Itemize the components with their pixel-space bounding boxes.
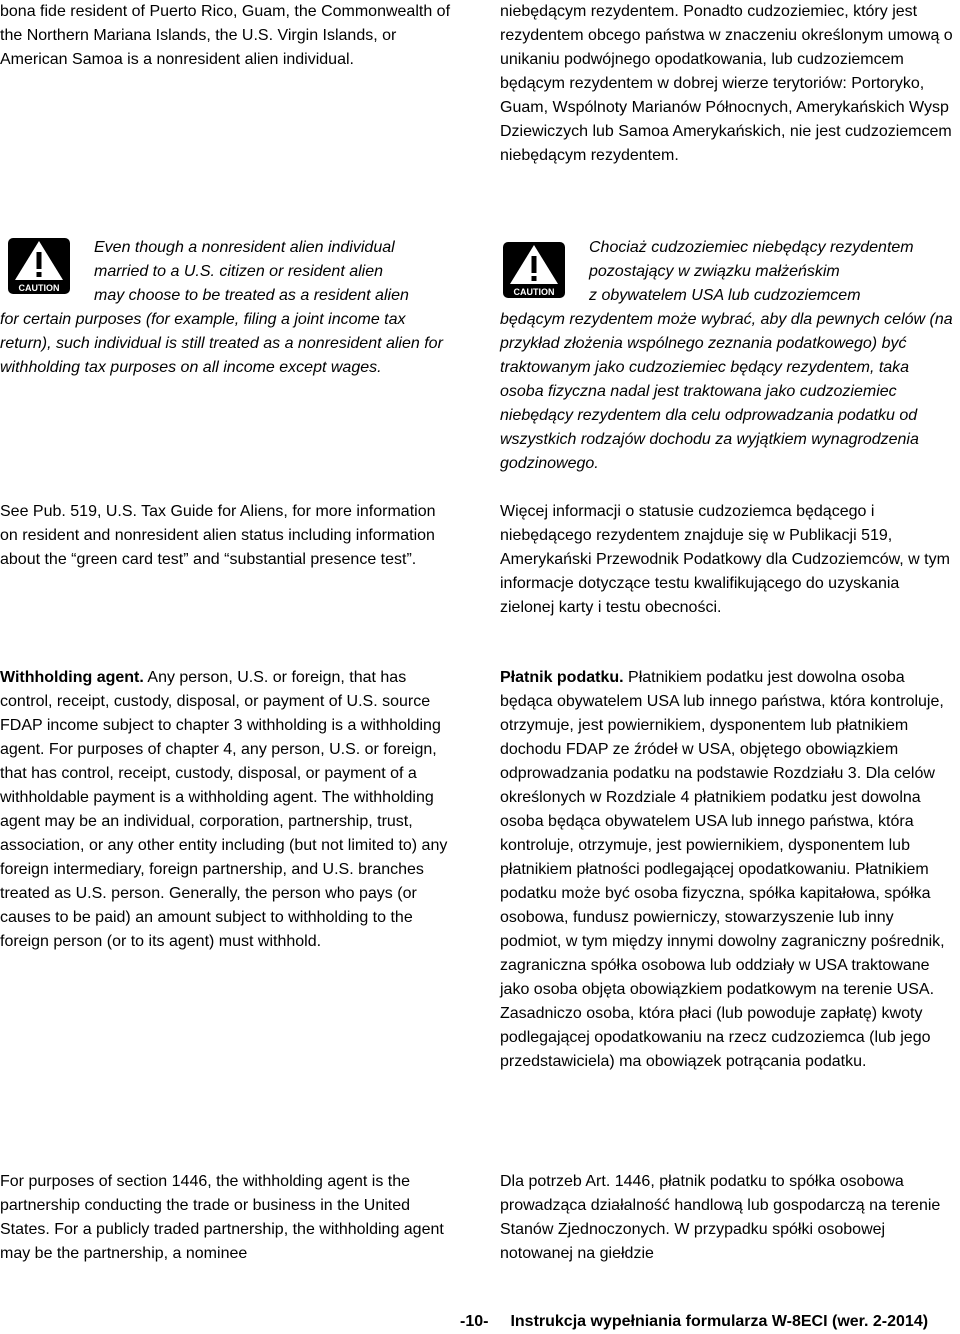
left-see-pub-paragraph: See Pub. 519, U.S. Tax Guide for Aliens, for more information on resident and nonresident alien status including information about the “green card test” and “substantial presence test”. xyxy=(0,503,436,568)
left-caution-line-3: may choose to be treated as a resident alien xyxy=(94,287,409,304)
left-caution-line-2: married to a U.S. citizen or resident alien xyxy=(94,263,384,280)
page-footer xyxy=(460,1313,928,1331)
left-withholding-term: Withholding agent. xyxy=(0,669,144,686)
right-section-1446-paragraph: Dla potrzeb Art. 1446, płatnik podatku to spółka osobowa prowadząca działalność handlową lub gospodarczą na terenie Stanów Zjednoczonych. W przypadku spółki osobowej notowanej na giełdzie xyxy=(500,1173,941,1262)
caution-icon-label: CAUTION xyxy=(18,283,60,293)
left-intro-paragraph: bona fide resident of Puerto Rico, Guam, the Commonwealth of the Northern Mariana Islands, the U.S. Virgin Islands, or American Samoa is a nonresident alien individual. xyxy=(0,3,451,68)
right-see-pub-paragraph: Więcej informacji o statusie cudzoziemca będącego i niebędącego rezydentem znajduje się w Publikacji 519, Amerykański Przewodnik Podatkowy dla Cudzoziemców, w tym informacje dotyczące testu kwalifikującego do uzyskania zielonej karty i testu obecności. xyxy=(500,503,950,616)
left-withholding-text: Any person, U.S. or foreign, that has control, receipt, custody, disposal, or payment of U.S. source FDAP income subject to chapter 3 withholding is a withholding agent. For purposes of chapter 4, any person, U.S. or foreign, that has control, receipt, custody, disposal, or payment of a withholdable payment is a withholding agent. The withholding agent may be an individual, corporation, partnership, trust, association, or any other entity including (but not limited to) any foreign intermediary, foreign partnership, and U.S. branches treated as U.S. person. Generally, the person who pays (or causes to be paid) an amount subject to withholding to the foreign person (or to its agent) must withhold. xyxy=(0,669,448,950)
caution-icon-label: CAUTION xyxy=(513,287,555,297)
right-caution-rest: będącym rezydentem może wybrać, aby dla pewnych celów (na przykład złożenia wspólnego zeznania podatkowego) być traktowanym jako cudzoziemiec będący rezydentem, taka osoba fizyczna nadal jest traktowana jako cudzoziemiec niebędący rezydentem dla celu odprowadzania podatku od wszystkich rodzajów dochodu za wyjątkiem wynagrodzenia godzinowego. xyxy=(500,311,953,472)
page-number: -10- xyxy=(460,1313,489,1330)
caution-icon xyxy=(503,242,565,298)
footer-title: Instrukcja wypełniania formularza W-8ECI (wer. 2-2014) xyxy=(510,1313,929,1330)
left-caution-rest: for certain purposes (for example, filing a joint income tax return), such individual is still treated as a nonresident alien for withholding tax purposes on all income except wages. xyxy=(0,311,443,376)
right-caution-line-3: z obywatelem USA lub cudzoziemcem xyxy=(589,287,861,304)
right-withholding-term: Płatnik podatku. xyxy=(500,669,624,686)
caution-icon xyxy=(8,238,70,294)
right-withholding-agent-paragraph xyxy=(500,666,956,1074)
left-section-1446-paragraph: For purposes of section 1446, the withholding agent is the partnership conducting the trade or business in the United States. For a publicly traded partnership, the withholding agent may be the partnership, a nominee xyxy=(0,1173,444,1262)
right-caution-line-1: Chociaż cudzoziemiec niebędący rezydentem xyxy=(589,239,914,256)
right-caution-line-2: pozostający w związku małżeńskim xyxy=(589,263,840,280)
left-withholding-agent-paragraph xyxy=(0,666,455,954)
left-caution-line-1: Even though a nonresident alien individual xyxy=(94,239,395,256)
right-withholding-text: Płatnikiem podatku jest dowolna osoba będąca obywatelem USA lub innego państwa, która kontroluje, otrzymuje, jest powiernikiem, dysponentem lub płatnikiem dochodu FDAP ze źródeł w USA, objętego obowiązkiem odprowadzania podatku na podstawie Rozdziału 3. Dla celów określonych w Rozdziale 4 płatnikiem podatku jest dowolna osoba będąca obywatelem USA lub innego państwa, która kontroluje, otrzymuje, jest powiernikiem, dysponentem lub płatnikiem płatności podlegającej opodatkowaniu. Płatnikiem podatku może być osoba fizyczna, spółka kapitałowa, spółka osobowa, fundusz powierniczy, stowarzyszenie lub inny podmiot, w tym między innymi dowolny zagraniczny pośrednik, zagraniczna spółka osobowa lub oddziały w USA traktowane jako osoba objęta obowiązkiem podatkowym na terenie USA. Zasadniczo osoba, która płaci (lub powoduje zapłatę) kwoty podlegającej opodatkowaniu na rzecz cudzoziemca (lub jego przedstawiciela) ma obowiązek potrącania podatku. xyxy=(500,669,945,1070)
right-intro-paragraph: niebędącym rezydentem. Ponadto cudzoziemiec, który jest rezydentem obcego państwa w znaczeniu określonym umową o unikaniu podwójnego opodatkowania, lub cudzoziemcem będącym rezydentem w dobrej wierze terytoriów: Portoryko, Guam, Wspólnoty Marianów Północnych, Amerykańskich Wysp Dziewiczych lub Samoa Amerykańskich, nie jest cudzoziemcem niebędącym rezydentem. xyxy=(500,3,953,164)
